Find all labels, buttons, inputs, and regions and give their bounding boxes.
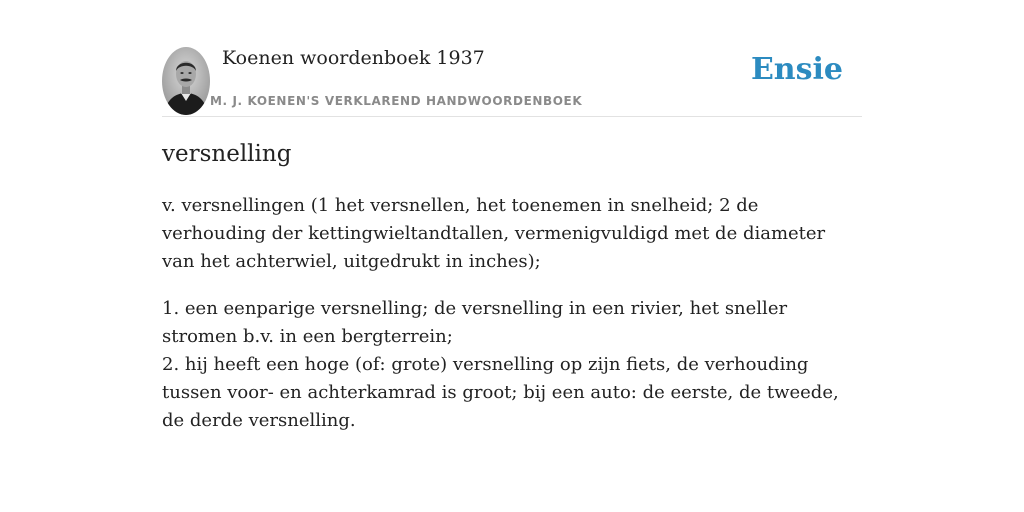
book-subtitle: M. J. KOENEN'S VERKLAREND HANDWOORDENBOEK xyxy=(210,94,583,108)
entry-headword: versnelling xyxy=(162,141,292,167)
book-title: Koenen woordenboek 1937 xyxy=(222,47,485,69)
sense-1: 1. een eenparige versnelling; de versnelling in een rivier, het sneller stromen b.v. in een bergterrein; xyxy=(162,298,788,347)
entry-senses-paragraph xyxy=(162,295,862,435)
portrait-image xyxy=(162,47,210,115)
author-portrait-avatar xyxy=(162,47,210,115)
dictionary-header xyxy=(162,46,862,117)
sense-2: 2. hij heeft een hoge (of: grote) versnelling op zijn fiets, de verhouding tussen voor- en achterkamrad is groot; bij een auto: de eerste, de tweede, de derde versnelling. xyxy=(162,354,839,431)
entry-definition xyxy=(162,192,862,454)
ensie-logo-link[interactable]: Ensie xyxy=(750,52,843,87)
entry-grammar-paragraph: v. versnellingen (1 het versnellen, het toenemen in snelheid; 2 de verhouding der kettingwieltandtallen, vermenigvuldigd met de diameter van het achterwiel, uitgedrukt in inches); xyxy=(162,195,826,272)
